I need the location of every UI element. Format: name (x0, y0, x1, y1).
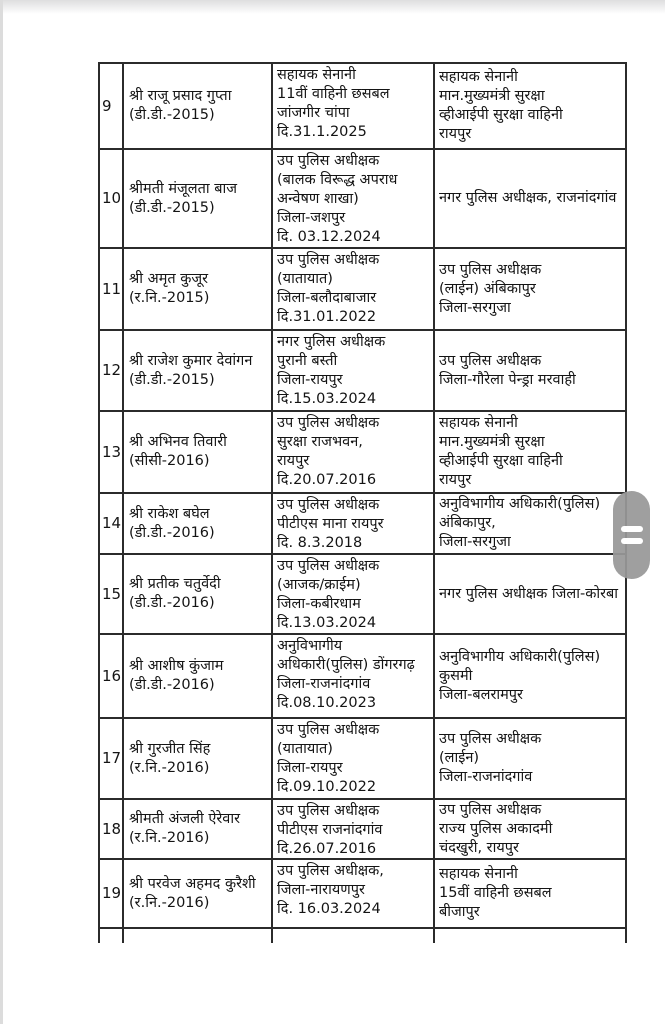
cell-text-line: (र.नि.-2015) (129, 290, 210, 306)
table-row (100, 719, 627, 800)
cell-text-line: अन्वेषण शाखा) (277, 191, 359, 207)
cell-text-line: जिला-बलरामपुर (439, 686, 523, 703)
cell-text-line: (लाईन) (439, 750, 480, 766)
current-posting-cell (273, 494, 435, 553)
cell-text-line: (र.नि.-2016) (129, 759, 210, 776)
new-posting-cell (435, 412, 627, 492)
cell-text-line: सहायक सेनानी (439, 69, 518, 85)
cell-text-line: (बालक विरूद्ध अपराध (277, 172, 398, 188)
cell-text-line: (र.नि.-2016) (129, 894, 210, 911)
new-posting-cell (435, 64, 627, 148)
table-row (100, 800, 627, 860)
cell-text-line: दि.31.01.2022 (277, 309, 377, 325)
cell-text-line: (डी.डी.-2016) (129, 595, 215, 611)
new-posting-cell (435, 150, 627, 247)
cell-text-line: (डी.डी.-2015) (129, 107, 215, 123)
cell-text-line: उप पुलिस अधीक्षक (277, 558, 380, 574)
serial-cell (100, 249, 124, 329)
serial-cell (100, 331, 124, 410)
new-posting-cell (435, 249, 627, 329)
serial-number: 14 (102, 514, 122, 532)
serial-number: 19 (102, 884, 122, 902)
table-row-empty (100, 929, 627, 943)
cell-text-line: जिला-सरगुजा (439, 534, 511, 550)
cell-text-line: श्री परवेज अहमद कुरैशी (129, 875, 256, 892)
page-top-shadow (0, 0, 665, 14)
new-posting-cell (435, 331, 627, 410)
cell-text-line: उप पुलिस अधीक्षक, (277, 863, 384, 879)
cell-text-line: दि.31.1.2025 (277, 124, 367, 140)
cell-text-line: मान.मुख्यमंत्री सुरक्षा (439, 434, 545, 450)
table-row (100, 150, 627, 249)
cell-text-line: (डी.डी.-2015) (129, 371, 215, 388)
cell-text-line: सुरक्षा राजभवन, (277, 434, 363, 450)
cell-text-line: जिला-बलौदाबाजार (277, 290, 377, 306)
table-row (100, 635, 627, 719)
table-row (100, 860, 627, 929)
serial-number: 9 (102, 96, 112, 115)
cell-text-line: जिला-नारायणपुर (277, 882, 365, 898)
officer-name-cell (124, 494, 273, 553)
serial-cell (100, 800, 124, 858)
cell-text-line: (र.नि.-2016) (129, 830, 210, 846)
cell-text-line: कुसमी (439, 667, 473, 684)
cell-text-line: जिला-राजनांदगांव (277, 676, 371, 692)
cell-text-line: अनुविभागीय अधिकारी(पुलिस) (439, 496, 601, 512)
serial-cell (100, 150, 124, 247)
new-posting-cell (435, 635, 627, 717)
current-posting-cell (273, 555, 435, 633)
cell-text-line: (आजक/क्राईम) (277, 577, 361, 593)
cell-text-line: दि. 16.03.2024 (277, 901, 381, 917)
cell-text-line: नगर पुलिस अधीक्षक जिला-कोरबा (439, 585, 619, 602)
cell-text-line: अधिकारी(पुलिस) डोंगरगढ़ (277, 657, 415, 673)
cell-text-line: मान.मुख्यमंत्री सुरक्षा (439, 88, 545, 104)
cell-text-line: चंदखुरी, रायपुर (439, 839, 519, 856)
cell-text-line: श्री गुरजीत सिंह (129, 740, 211, 757)
officer-name-cell (124, 249, 273, 329)
cell-text-line: व्हीआईपी सुरक्षा वाहिनी (439, 107, 563, 123)
cell-text-line: दि. 03.12.2024 (277, 229, 381, 245)
cell-text-line: (डी.डी.-2016) (129, 677, 215, 693)
cell-text-line: उप पुलिस अधीक्षक (439, 801, 542, 818)
officer-name-cell (124, 860, 273, 927)
cell-text-line: (सीसी-2016) (129, 453, 210, 469)
cell-text-line: जिला-गौरेला पेन्ड्रा मरवाही (439, 371, 576, 388)
serial-cell (100, 929, 124, 943)
cell-text-line: (डी.डी.-2016) (129, 524, 215, 541)
cell-text-line: जिला-कबीरधाम (277, 596, 361, 612)
cell-text-line: पुरानी बस्ती (277, 353, 338, 369)
current-posting-cell (273, 929, 435, 943)
cell-text-line: रायपुर (439, 126, 472, 142)
cell-text-line: जिला-सरगुजा (439, 299, 511, 316)
cell-text-line: (लाईन) अंबिकापुर (439, 280, 536, 297)
cell-text-line: रायपुर (277, 453, 310, 469)
serial-number: 15 (102, 584, 122, 603)
officer-name-cell (124, 929, 273, 943)
table-row (100, 412, 627, 494)
cell-text-line: दि. 8.3.2018 (277, 535, 363, 551)
current-posting-cell (273, 635, 435, 717)
cell-text-line: श्री आशीष कुंजाम (129, 658, 224, 674)
serial-cell (100, 494, 124, 553)
new-posting-cell (435, 719, 627, 798)
cell-text-line: उप पुलिस अधीक्षक (277, 722, 380, 738)
officer-name-cell (124, 555, 273, 633)
cell-text-line: उप पुलिस अधीक्षक (277, 497, 380, 513)
cell-text-line: 11वीं वाहिनी छसबल (277, 86, 390, 102)
cell-text-line: (यातायात) (277, 741, 333, 757)
serial-number: 18 (102, 819, 122, 838)
transfer-table (98, 62, 627, 943)
serial-number: 17 (102, 749, 122, 767)
cell-text-line: व्हीआईपी सुरक्षा वाहिनी (439, 453, 563, 469)
cell-text-line: उप पुलिस अधीक्षक (277, 415, 380, 431)
cell-text-line: पीटीएस माना रायपुर (277, 516, 384, 532)
cell-text-line: नगर पुलिस अधीक्षक, राजनांदगांव (439, 190, 617, 206)
cell-text-line: दि.08.10.2023 (277, 695, 377, 711)
cell-text-line: बीजापुर (439, 904, 480, 920)
new-posting-cell (435, 860, 627, 927)
cell-text-line: सहायक सेनानी (439, 866, 518, 882)
page-left-edge (0, 0, 3, 1024)
new-posting-cell (435, 800, 627, 858)
cell-text-line: जिला-राजनांदगांव (439, 769, 533, 785)
cell-text-line: श्री राजू प्रसाद गुप्ता (129, 88, 232, 104)
cell-text-line: दि.15.03.2024 (277, 391, 377, 407)
cell-text-line: राज्य पुलिस अकादमी (439, 820, 553, 837)
current-posting-cell (273, 412, 435, 492)
current-posting-cell (273, 719, 435, 798)
cell-text-line: उप पुलिस अधीक्षक (277, 252, 380, 268)
cell-text-line: श्री राकेश बघेल (129, 505, 210, 522)
cell-text-line: 15वीं वाहिनी छसबल (439, 885, 552, 901)
cell-text-line: (यातायात) (277, 271, 333, 287)
cell-text-line: सहायक सेनानी (277, 67, 356, 83)
scroll-handle[interactable] (613, 491, 650, 579)
serial-number: 13 (102, 442, 122, 461)
new-posting-cell (435, 929, 627, 943)
serial-cell (100, 860, 124, 927)
cell-text-line: अंबिकापुर, (439, 515, 496, 531)
current-posting-cell (273, 331, 435, 410)
cell-text-line: रायपुर (439, 472, 472, 488)
serial-number: 11 (102, 279, 122, 298)
cell-text-line: पीटीएस राजनांदगांव (277, 822, 383, 838)
cell-text-line: दि.26.07.2016 (277, 841, 377, 857)
officer-name-cell (124, 331, 273, 410)
table-row (100, 64, 627, 150)
cell-text-line: जिला-जशपुर (277, 210, 346, 226)
officer-name-cell (124, 635, 273, 717)
current-posting-cell (273, 800, 435, 858)
cell-text-line: उप पुलिस अधीक्षक (277, 803, 380, 819)
cell-text-line: अनुविभागीय अधिकारी(पुलिस) (439, 648, 601, 665)
table-row (100, 494, 627, 555)
cell-text-line: सहायक सेनानी (439, 415, 518, 431)
cell-text-line: श्रीमती मंजूलता बाज (129, 180, 238, 197)
cell-text-line: श्री प्रतीक चतुर्वेदी (129, 576, 221, 592)
cell-text-line: उप पुलिस अधीक्षक (439, 731, 542, 747)
serial-cell (100, 635, 124, 717)
cell-text-line: श्री अभिनव तिवारी (129, 434, 227, 450)
current-posting-cell (273, 249, 435, 329)
cell-text-line: दि.20.07.2016 (277, 472, 377, 488)
serial-cell (100, 412, 124, 492)
drag-handle-icon (621, 526, 643, 544)
cell-text-line: दि.09.10.2022 (277, 779, 377, 795)
cell-text-line: जिला-रायपुर (277, 372, 343, 388)
table-row (100, 555, 627, 635)
new-posting-cell (435, 555, 627, 633)
serial-number: 16 (102, 666, 122, 685)
table-row (100, 249, 627, 331)
current-posting-cell (273, 64, 435, 148)
serial-cell (100, 555, 124, 633)
table-row (100, 331, 627, 412)
cell-text-line: श्रीमती अंजली ऐरेवार (129, 811, 241, 827)
cell-text-line: श्री राजेश कुमार देवांगन (129, 352, 253, 369)
cell-text-line: नगर पुलिस अधीक्षक (277, 334, 386, 350)
serial-number: 12 (102, 361, 122, 379)
current-posting-cell (273, 150, 435, 247)
officer-name-cell (124, 800, 273, 858)
serial-number: 10 (102, 189, 122, 207)
cell-text-line: जांजगीर चांपा (277, 105, 350, 121)
cell-text-line: श्री अमृत कुजूर (129, 271, 209, 287)
cell-text-line: उप पुलिस अधीक्षक (277, 153, 380, 169)
officer-name-cell (124, 64, 273, 148)
cell-text-line: जिला-रायपुर (277, 760, 343, 776)
officer-name-cell (124, 150, 273, 247)
current-posting-cell (273, 860, 435, 927)
officer-name-cell (124, 719, 273, 798)
serial-cell (100, 64, 124, 148)
cell-text-line: (डी.डी.-2015) (129, 199, 215, 216)
officer-name-cell (124, 412, 273, 492)
cell-text-line: उप पुलिस अधीक्षक (439, 352, 542, 369)
cell-text-line: उप पुलिस अधीक्षक (439, 261, 542, 278)
new-posting-cell (435, 494, 627, 553)
serial-cell (100, 719, 124, 798)
cell-text-line: अनुविभागीय (277, 638, 343, 654)
cell-text-line: दि.13.03.2024 (277, 615, 377, 631)
